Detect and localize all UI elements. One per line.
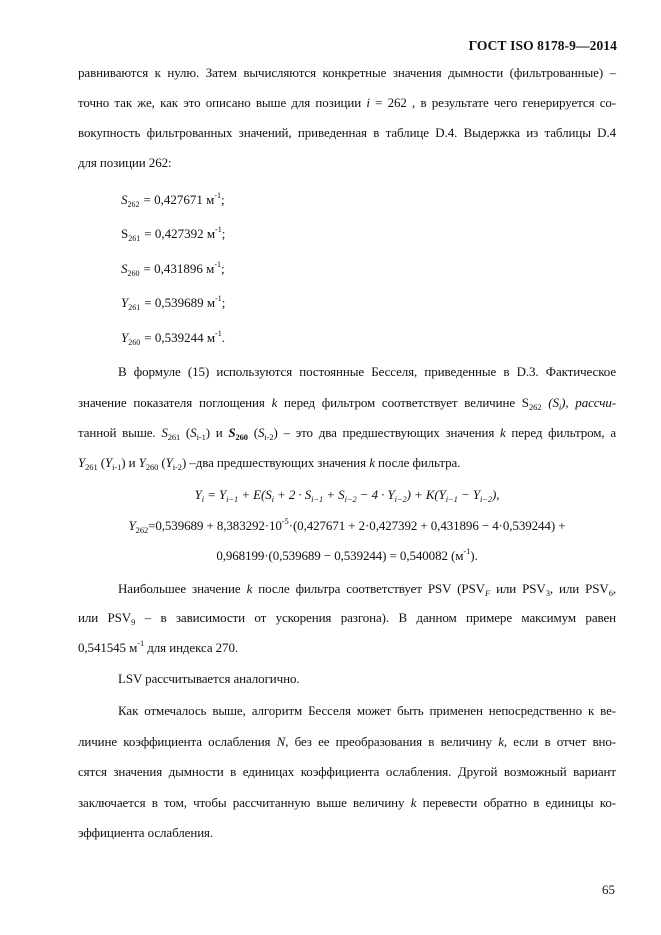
- bessel-formula: $Y_i = Y_{i-1} + E(S_i + 2 \cdot S_{i-1} + S_{i-2} - 4 \cdot Y_{i-2}) + K(Y_{i-1} - Y_{i-2})$,: [194, 487, 500, 504]
- para1-line3: вокупность фильтрованных значений, приведенная в таблице D.4. Выдержка из таблицы D.4: [78, 125, 616, 140]
- value-s260: $S_{260} = 0,431896$ $м^{-1}$;: [121, 260, 225, 278]
- para1-line2: точно так же, как это описано выше для позиции i = 262 , в результате чего генерируется со-: [78, 95, 616, 110]
- para2-line4: $Y_{261}$ $(Y_{i-1})$ и $Y_{260}$ $(Y_{i-2})$ –два предшествующих значения k после фильтра.: [78, 455, 461, 472]
- para5-line5: эффициента ослабления.: [78, 825, 214, 840]
- para3-line1: Наибольшее значение k после фильтра соответствует PSV ($PSV_F$ или $PSV_3$, или $PSV_6$,: [118, 581, 617, 598]
- para5-line4: заключается в том, чтобы рассчитанную выше величину k перевести обратно в единицы ко-: [78, 795, 616, 810]
- para2-line3: танной выше. $S_{261}$ $(S_{i-1})$ и $S_{260}$ $(S_{i-2})$ – это два предшествующих значения k перед фильтром, а: [78, 425, 616, 442]
- value-s262: $S_{262} = 0,427671$ $м^{-1}$;: [121, 191, 225, 209]
- standard-header: ГОСТ ISO 8178-9—2014: [468, 38, 617, 53]
- formula-calc-line1: $Y_{262}=0,539689 + 8,383292\cdot 10^{-5}\cdot(0,427671 + 2\cdot 0,427392 + 0,431896 - 4\cdot 0,539244)$ +: [128, 516, 566, 535]
- value-y260: $Y_{260} = 0,539244$ $м^{-1}$.: [121, 329, 225, 347]
- page-number: 65: [602, 882, 615, 897]
- para5-line1: Как отмечалось выше, алгоритм Бесселя может быть применен непосредственно к ве-: [118, 703, 616, 718]
- value-y261: $Y_{261} = 0,539689$ $м^{-1}$;: [121, 294, 226, 312]
- formula-calc-line2: 0,968199·(0,539689 − 0,539244) = 0,540082 $(м^{-1})$.: [216, 546, 478, 563]
- para5-line3: сятся значения дымности в единицах коэффициента ослабления. Другой возможный вариант: [78, 764, 616, 779]
- para5-line2: личине коэффициента ослабления N, без ее преобразования в величину k, если в отчет вно-: [78, 734, 616, 749]
- para1-line1: равниваются к нулю. Затем вычисляются конкретные значения дымности (фильтрованные) –: [78, 65, 616, 80]
- para3-line3: 0,541545 $м^{-1}$ для индекса 270.: [78, 638, 238, 655]
- para4-line1: LSV рассчитывается аналогично.: [118, 671, 300, 686]
- value-s261: $S_{261} = 0,427392$ $м^{-1}$;: [121, 225, 226, 243]
- para2-line1: В формуле (15) используются постоянные Бесселя, приведенные в D.3. Фактическое: [118, 364, 616, 379]
- para1-line4: для позиции 262:: [78, 155, 172, 170]
- para3-line2: или $PSV_9$ – в зависимости от ускорения разгона). В данном примере максимум равен: [78, 610, 616, 627]
- para2-line2: значение показателя поглощения k перед фильтром соответствует величине $S_{262}$ $(S_i)$, рассчи-: [78, 395, 617, 412]
